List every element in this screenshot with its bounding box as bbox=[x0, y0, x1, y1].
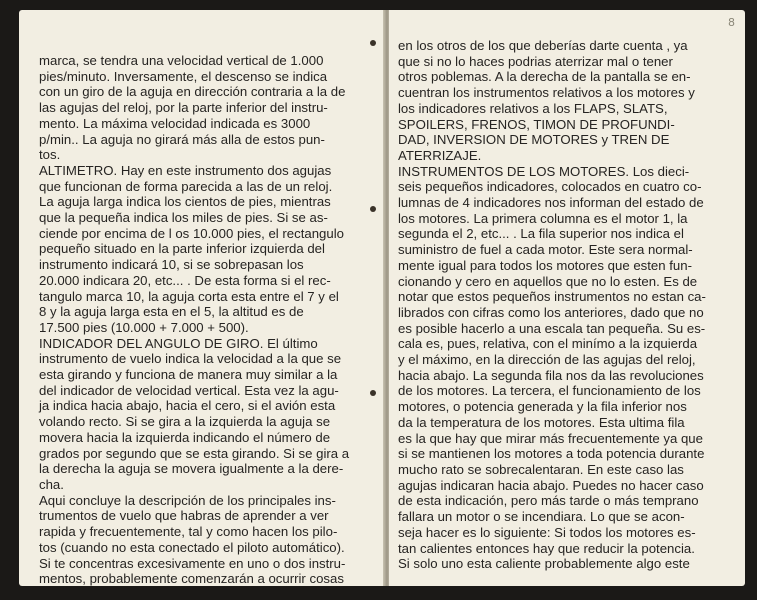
text-line: Aqui concluye la descripción de los principales ins- bbox=[39, 492, 336, 508]
text-line: rapida y frecuentemente, tal y como hacen los pilo- bbox=[39, 524, 338, 540]
text-line: cuentran los instrumentos relativos a los motores y bbox=[398, 85, 695, 101]
text-line: DAD, INVERSION DE MOTORES y TREN DE bbox=[398, 132, 670, 148]
text-line: p/min.. La aguja no girará más alla de estos pun- bbox=[39, 131, 325, 147]
text-line: otros poblemas. A la derecha de la pantalla se en- bbox=[398, 69, 691, 85]
text-line: seja hacer es lo siguiente: Si todos los motores es- bbox=[398, 524, 696, 540]
text-line: mento. La máxima velocidad indicada es 3000 bbox=[39, 115, 311, 131]
text-line: mucho rato se sobrecalentaran. En este caso las bbox=[398, 461, 684, 477]
text-line: ATERRIZAJE. bbox=[398, 147, 482, 163]
text-line: seis pequeños indicadores, colocados en cuatro co- bbox=[398, 179, 702, 195]
text-line: lumnas de 4 indicadores nos informan del estado de bbox=[398, 195, 704, 211]
text-line: si se mantienen los motores a toda potencia durante bbox=[398, 446, 705, 462]
text-line: INDICADOR DEL ANGULO DE GIRO. El último bbox=[39, 335, 318, 351]
text-line: pies/minuto. Inversamente, el descenso se indica bbox=[39, 68, 328, 84]
text-line: es la que hay que mirar más frecuentemente ya que bbox=[398, 430, 703, 446]
text-line: agujas indicaran hacia abajo. Puedes no hacer caso bbox=[398, 477, 704, 493]
text-line: La aguja larga indica los cientos de pies, mientras bbox=[39, 194, 331, 210]
text-line: grados por segundo que se esta girando. Si se gira a bbox=[39, 445, 350, 461]
text-line: tos (cuando no esta conectado el piloto automático). bbox=[39, 539, 345, 555]
text-line: las agujas del reloj, por la parte inferior del instru- bbox=[39, 100, 328, 116]
text-line: SPOILERS, FRENOS, TIMON DE PROFUNDI- bbox=[398, 116, 675, 132]
text-line: marca, se tendra una velocidad vertical de 1.000 bbox=[39, 53, 324, 68]
text-line: cionando y cero en aquellos que no lo esten. Es de bbox=[398, 273, 698, 289]
text-line: esta girando y funciona de manera muy similar a la bbox=[39, 367, 338, 383]
text-line: que funcionan de forma parecida a las de un reloj. bbox=[39, 178, 333, 194]
text-line: tos. bbox=[39, 147, 61, 163]
text-line: trumentos de vuelo que habras de aprender a ver bbox=[39, 508, 329, 524]
text-line: los motores. La primera columna es el motor 1, la bbox=[398, 210, 688, 226]
text-line: y el máximo, en la dirección de las agujas del reloj, bbox=[398, 352, 696, 368]
right-page-text bbox=[398, 38, 731, 572]
text-line: mentos, probablemente comenzarán a ocurrir cosas bbox=[39, 571, 344, 586]
text-line: da la temperatura de los motores. Esta ultima fila bbox=[398, 414, 685, 430]
text-line: que si no lo haces podrias aterrizar mal o tener bbox=[398, 53, 673, 69]
text-line: hacia abajo. La segunda fila nos da las revoluciones bbox=[398, 367, 704, 383]
text-line: 17.500 pies (10.000 + 7.000 + 500). bbox=[39, 319, 249, 335]
page-number: 8 bbox=[728, 16, 735, 29]
text-line: instrumento de vuelo indica la velocidad a la que se bbox=[39, 351, 342, 367]
text-line: movera hacia la izquierda indicando el número de bbox=[39, 429, 331, 445]
text-line: del indicador de velocidad vertical. Esta vez la agu- bbox=[39, 382, 339, 398]
text-line: con un giro de la aguja en dirección contraria a la de bbox=[39, 84, 346, 100]
binding-staple-bottom bbox=[370, 390, 376, 396]
binding-staple-top bbox=[370, 40, 376, 46]
text-line: volando recto. Si se gira a la izquierda la aguja se bbox=[39, 414, 331, 430]
text-line: pequeño situado en la parte inferior izquierda del bbox=[39, 241, 325, 257]
text-line: de esta indicación, pero más tarde o más temprano bbox=[398, 493, 699, 509]
left-page bbox=[19, 10, 385, 586]
text-line: fallara un motor o se incendiara. Lo que se acon- bbox=[398, 509, 685, 525]
text-line: librados con cifras como los anteriores, dado que no bbox=[398, 304, 704, 320]
text-line: la derecha la aguja se movera igualmente a la dere- bbox=[39, 461, 344, 477]
text-line: Si te concentras excesivamente en uno o dos instru- bbox=[39, 555, 346, 571]
text-line: motores, o potencia generada y la fila inferior nos bbox=[398, 399, 687, 415]
text-line: notar que estos pequeños instrumentos no estan ca- bbox=[398, 289, 706, 305]
binding-staple-middle bbox=[370, 206, 376, 212]
text-line: ALTIMETRO. Hay en este instrumento dos agujas bbox=[39, 162, 332, 178]
text-line: de los motores. La tercera, el funcionamiento de los bbox=[398, 383, 701, 399]
text-line: INSTRUMENTOS DE LOS MOTORES. Los dieci- bbox=[398, 163, 690, 179]
text-line: ciende por encima de l os 10.000 pies, el rectangulo bbox=[39, 225, 344, 241]
text-line: los indicadores relativos a los FLAPS, SLATS, bbox=[398, 100, 668, 116]
left-page-text bbox=[39, 53, 364, 586]
text-line: segunda el 2, etc... . La fila superior nos indica el bbox=[398, 226, 684, 242]
right-page bbox=[389, 10, 745, 586]
text-line: en los otros de los que deberías darte cuenta , ya bbox=[398, 38, 688, 53]
text-line: es posible hacerlo a una escala tan pequeña. Su es- bbox=[398, 320, 706, 336]
text-line: instrumento indicará 10, si se sobrepasan los bbox=[39, 257, 304, 273]
text-line: tan calientes entonces hay que reducir la potencia. bbox=[398, 540, 695, 556]
text-line: que la pequeña indica los miles de pies. Si se as- bbox=[39, 210, 328, 226]
text-line: cala es, pues, relativa, con el minímo a la izquierda bbox=[398, 336, 698, 352]
text-line: ja indica hacia abajo, hacia el cero, si el avión esta bbox=[39, 398, 336, 414]
text-line: 8 y la aguja larga esta en el 5, la altitud es de bbox=[39, 304, 304, 320]
text-line: suministro de fuel a cada motor. Este sera normal- bbox=[398, 242, 693, 258]
text-line: tangulo marca 10, la aguja corta esta entre el 7 y el bbox=[39, 288, 339, 304]
text-line: Si solo uno esta caliente probablemente algo este bbox=[398, 556, 690, 572]
text-line: cha. bbox=[39, 476, 64, 492]
text-line: 20.000 indicara 20, etc... . De esta forma si el rec- bbox=[39, 272, 331, 288]
text-line: mente igual para todos los motores que esten fun- bbox=[398, 257, 692, 273]
